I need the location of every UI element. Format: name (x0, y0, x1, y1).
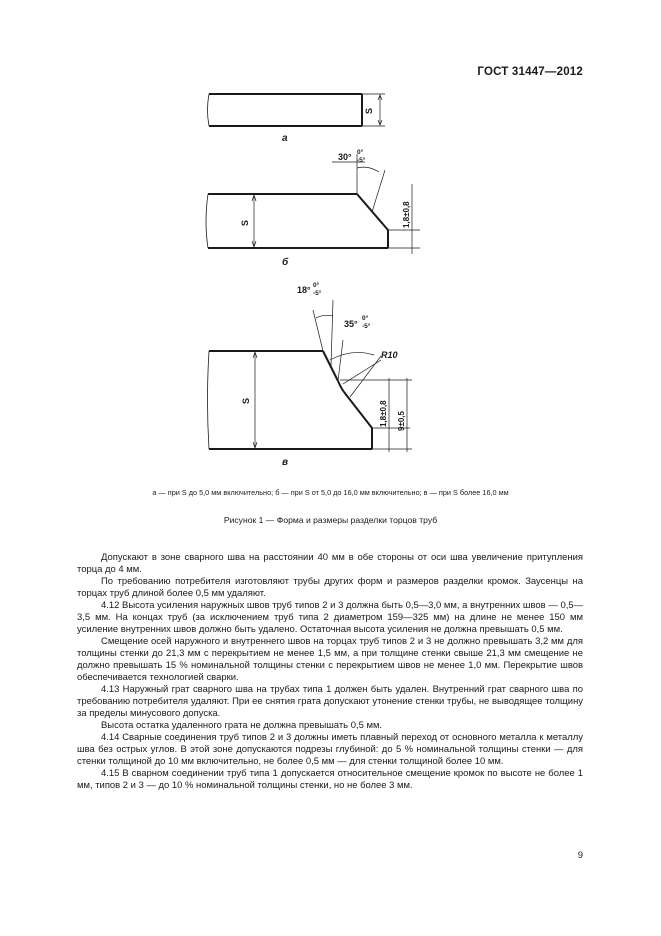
land-c: 9±0,5 (397, 411, 406, 431)
paragraph: Высота остатка удаленного грата не должна превышать 0,5 мм. (101, 720, 383, 731)
angle-c1-up: 0° (313, 282, 320, 289)
standard-header: ГОСТ 31447—2012 (477, 66, 583, 78)
body-text (77, 552, 583, 792)
paragraph: По требованию потребителя изготовляют трубы других форм и размеров разделки кромок. Заусенцы на торцах труб длиной более 0,5 мм удаляют. (77, 576, 583, 599)
root-b: 1,8±0,8 (402, 201, 411, 228)
angle-c2-dn: -5° (362, 323, 371, 330)
dim-s-b: S (240, 219, 250, 226)
angle-c1-dn: -5° (313, 290, 322, 297)
angle-b: 30° (338, 152, 352, 162)
figure-title: Рисунок 1 — Форма и размеры разделки торцов труб (223, 515, 438, 525)
sub-label-c: в (282, 457, 289, 468)
angle-c2-up: 0° (362, 315, 369, 322)
dim-s-c: S (241, 397, 251, 404)
sub-figure-b (206, 154, 420, 254)
paragraph: Смещение осей наружного и внутреннего швов на торцах труб типов 2 и 3 не должно превышать 3,2 мм для толщины стенки до 21,3 мм с перекрытием не менее 1,5 мм, а при толщине стенки свыше 21,3 мм смещение не должно превышать 15 % номинальной толщины стенки с перекрытием швов не менее 1,0 мм. Перекрытие швов обеспечивается технологией сварки. (77, 636, 583, 683)
angle-b-tol-up: 0° (357, 149, 364, 156)
angle-b-tol-dn: -5° (357, 157, 366, 164)
root-c: 1,8±0,8 (379, 400, 388, 427)
figure-legend: а — при S до 5,0 мм включительно; б — при S от 5,0 до 16,0 мм включительно; в — при S более 16,0 мм (152, 488, 509, 497)
angle-c1: 18° (297, 285, 311, 295)
paragraph: Допускают в зоне сварного шва на расстоянии 40 мм в обе стороны от оси шва увеличение притупления торца до 4 мм. (77, 552, 583, 575)
radius-c: R10 (381, 350, 398, 360)
sub-figure-a (208, 94, 386, 126)
angle-c2: 35° (344, 319, 358, 329)
sub-label-a: а (282, 133, 288, 144)
sub-label-b: б (282, 257, 289, 268)
sub-figure-c (208, 300, 413, 452)
paragraph: 4.12 Высота усиления наружных швов труб типов 2 и 3 должна быть 0,5—3,0 мм, а внутренних швов — 0,5—3,5 мм. На концах труб (за исключением труб типа 2 диаметром 159—325 мм) на длине не менее 150 мм усиление внутренних швов должно быть удалено. Остаточная высота усиления не должна превышать 0,5 мм. (77, 600, 583, 635)
paragraph: 4.13 Наружный грат сварного шва на трубах типа 1 должен быть удален. Внутренний грат сварного шва по требованию потребителя удаляют. При ее снятия грата допускают утонение стенки трубы, не выводящее толщину за пределы минусового допуска. (77, 684, 583, 719)
paragraph: 4.15 В сварном соединении труб типа 1 допускается относительное смещение кромок по высоте не более 1 мм, типов 2 и 3 — до 10 % номинальной толщины стенки, но не более 3 мм. (77, 768, 583, 791)
dim-s-a: S (364, 107, 374, 114)
page-number: 9 (577, 850, 583, 861)
paragraph: 4.14 Сварные соединения труб типов 2 и 3 должны иметь плавный переход от основного металла к металлу шва без острых углов. В этой зоне допускаются подрезы глубиной: до 5 % номинальной толщины стенки — для стенки толщиной до 10 мм включительно, не более 0,5 мм — для стенки толщиной более 10 мм. (77, 732, 583, 767)
